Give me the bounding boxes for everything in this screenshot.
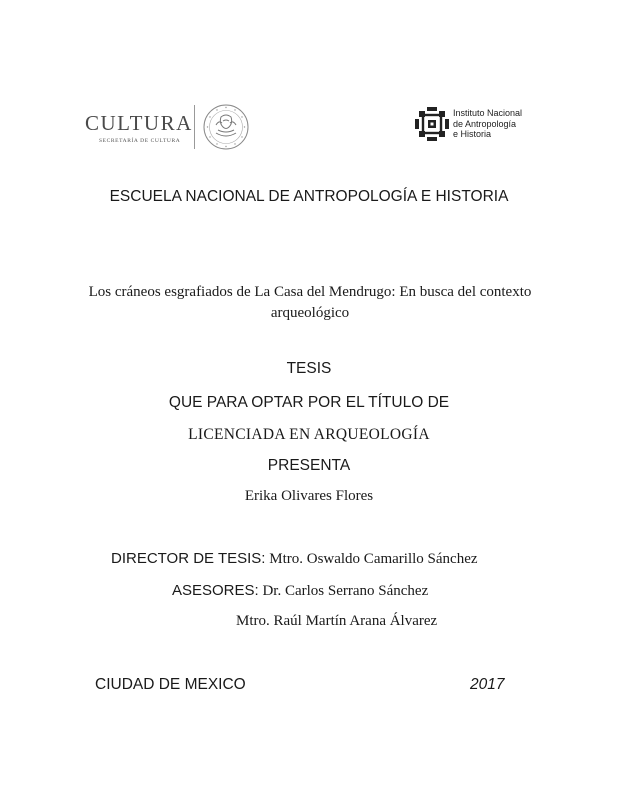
thesis-title: Los cráneos esgrafiados de La Casa del Mendrugo: En busca del contexto arqueológico (88, 284, 532, 321)
inah-line-1: Instituto Nacional (453, 108, 523, 118)
inah-line-2: de Antropología (453, 118, 517, 129)
mexican-coat-of-arms-seal-icon (202, 103, 250, 151)
school-name: ESCUELA NACIONAL DE ANTROPOLOGÍA E HISTORIA (109, 188, 509, 205)
city: CIUDAD DE MEXICO (95, 676, 246, 693)
director-name: Mtro. Oswaldo Camarillo Sánchez (269, 551, 478, 567)
presenta-label: PRESENTA (267, 457, 351, 474)
director-label: DIRECTOR DE TESIS: (111, 550, 266, 567)
inah-line-3: e Historia (453, 129, 492, 139)
inah-emblem-icon (414, 106, 450, 142)
asesor-1-name: Dr. Carlos Serrano Sánchez (262, 583, 429, 599)
cultura-subtitle: SECRETARÍA DE CULTURA (99, 138, 181, 144)
asesores-line (172, 582, 428, 600)
inah-name (453, 108, 522, 140)
year: 2017 (470, 676, 505, 693)
author-name: Erika Olivares Flores (244, 488, 374, 504)
asesores-label: ASESORES: (172, 582, 259, 599)
tesis-heading: TESIS (286, 360, 332, 377)
degree-purpose: QUE PARA OPTAR POR EL TÍTULO DE (168, 394, 450, 411)
degree-title: LICENCIADA EN ARQUEOLOGÍA (188, 426, 430, 443)
director-line (111, 550, 478, 568)
cultura-wordmark: CULTURA (85, 111, 193, 135)
asesor-2-name: Mtro. Raúl Martín Arana Álvarez (236, 613, 438, 629)
logo-divider (194, 105, 195, 149)
inah-logo (414, 104, 544, 150)
cultura-logo (85, 103, 255, 153)
